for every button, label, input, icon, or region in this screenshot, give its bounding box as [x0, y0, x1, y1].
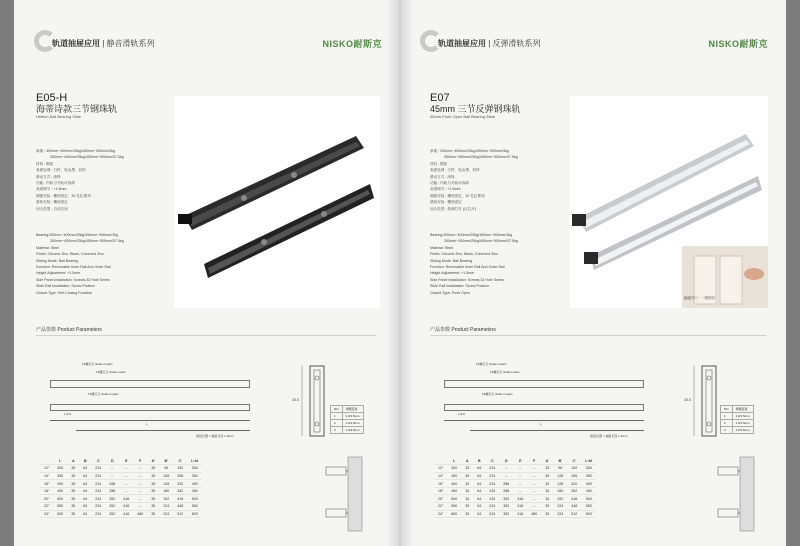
installation-diagram [320, 455, 366, 533]
spec-line: Side Panel Installation: Screws,32 Hole Series [430, 277, 504, 282]
spec-line: 功能 : 内轨与外轨可拆卸 [36, 181, 75, 186]
brand-logo: NISKO耐斯克 [322, 39, 382, 49]
spec-line: Finish: Chrome Zinc, Black, Colorized Zinc [36, 252, 104, 257]
table-row: 12" 300 35 64 224 -- -- -- 35 96 192 300 [434, 465, 596, 473]
specs-cn [36, 148, 124, 212]
section-title: 产品参数 Product Parameters [430, 327, 496, 333]
spec-line: Function: Removable Inner Rail And Outer Rail [36, 265, 111, 270]
model-code: E05-H [36, 92, 68, 104]
silver-rail-image [570, 96, 768, 308]
header-series: 静音滑轨系列 [106, 39, 155, 48]
table-row: 14" 350 35 64 224 -- -- -- 35 128 256 350 [434, 472, 596, 480]
spec-line: Bearing:300mm~400mm/25kg/450mm~500mm/3kg [430, 233, 513, 237]
spec-line: 滑动方式 : 滚珠 [430, 174, 455, 179]
table-row: 16" 400 35 64 224 288 -- -- 35 128 320 400 [40, 480, 202, 488]
divider [430, 335, 766, 336]
product-title: 45mm 三节反弹钢珠轨 [430, 104, 521, 114]
drawing-label: 13螺钉孔 Scale Impact [88, 392, 119, 396]
spec-line: Finish: Chrome Zinc, Black, Colorized Zinc [430, 252, 498, 257]
rail-outline [50, 404, 250, 411]
profile-dimension: 35.5 [292, 398, 299, 402]
spec-line: 承重 : 300mm~400mm/25kg/450mm~500mm/3kg [36, 149, 115, 153]
dimension-table [40, 457, 202, 518]
drawing-label: 旋钮位置 = 抽屉长度 L-5mm [196, 434, 234, 438]
rail-outline [50, 380, 250, 388]
spec-line: 350mm~400mm/25kg/450mm~500mm/37.5kg [50, 239, 124, 244]
header-series: 反弹滑轨系列 [492, 39, 541, 48]
product-title: 海蒂诗款三节钢珠轨 [36, 104, 118, 114]
header-title: 轨道抽屉应用 | 反弹滑轨系列 [438, 39, 541, 48]
specs-en [430, 232, 518, 296]
spec-line: Side Panel Installation: Screws,32 Hole Series [36, 277, 110, 282]
book-gutter [386, 0, 414, 546]
spec-line: 高度调节 : +1.5mm [430, 187, 461, 192]
table-row: 20" 500 35 64 224 352 416 -- 35 192 416 500 [434, 495, 596, 503]
specs-cn [430, 148, 518, 212]
product-photo [174, 96, 380, 308]
product-subtitle: 45mm Push Open Ball Bearing Slide [430, 114, 495, 119]
technical-drawing [36, 360, 266, 440]
table-header-row: L A B C D E F A' B' C' L'±2 [40, 457, 202, 465]
drawing-label: L [146, 422, 148, 426]
product-photo [570, 96, 768, 308]
dimension-line [76, 430, 250, 431]
rail-outline [444, 380, 644, 388]
table-row: 24" 600 35 64 224 352 416 480 35 224 512 600 [434, 510, 596, 518]
spec-line: Material: Steel [430, 245, 453, 250]
drawing-label: 13螺钉孔 Scale Impact [476, 362, 507, 366]
header-category: 轨道抽屉应用 [438, 39, 486, 48]
spec-line: Closed Type: Push Open [430, 290, 470, 295]
drawing-label: L-6.5 [64, 412, 71, 416]
spec-line: 滑轨安装 : 螺丝固定 [36, 200, 68, 205]
spec-line: 闭合类型 : 自动关闭 [36, 206, 68, 211]
spec-line: 材料 : 钢质 [430, 161, 448, 166]
adjustment-table: NO 调整距离 1 1.0/1.5mm 2 1.0/1.5mm 3 1.0/1.5mm [330, 405, 364, 434]
spec-line: Slide Rail Installation: Screw Fixation [36, 284, 95, 289]
spec-line: 滑动方式 : 滚珠 [36, 174, 61, 179]
brand-logo: NISKO耐斯克 [708, 39, 768, 49]
profile-dimension: 35.5 [684, 398, 691, 402]
black-rail-image [174, 96, 380, 308]
left-page [14, 0, 400, 546]
table-row: 14" 350 35 64 224 -- -- -- 35 128 256 350 [40, 472, 202, 480]
drawing-label: 13螺钉孔 Scale Lower [96, 370, 126, 374]
drawing-label: 13螺钉孔 Scale Impact [82, 362, 113, 366]
spec-line: Bearing:300mm~400mm/25kg/450mm~500mm/3kg [36, 233, 119, 237]
dimension-table [434, 457, 596, 518]
header-title: 轨道抽屉应用 | 静音滑轨系列 [52, 39, 155, 48]
table-row: 18" 450 35 64 224 288 -- -- 35 160 352 450 [434, 487, 596, 495]
spec-line: Material: Steel [36, 245, 59, 250]
page-header [420, 30, 768, 54]
spec-line: Slide Rail Installation: Screw Fixation [430, 284, 489, 289]
drawing-label: 13螺钉孔 Scale Impact [482, 392, 513, 396]
drawing-label: L-6.5 [458, 412, 465, 416]
spec-line: 表面处理 : 白样、电泳黑、彩锌 [36, 168, 86, 173]
spec-line: 功能 : 内轨与外轨可拆卸 [430, 181, 469, 186]
spec-line: 闭合类型 : 按弹打开 (反拉开) [430, 206, 476, 211]
spec-line: 350mm~400mm/25kg/450mm~500mm/37.5kg [50, 155, 124, 160]
spec-line: Height Adjustment: +1.5mm [36, 271, 81, 276]
spec-line: 滑轨安装 : 螺丝固定 [430, 200, 462, 205]
table-row: 16" 400 35 64 224 288 -- -- 35 128 320 400 [434, 480, 596, 488]
spec-line: Height Adjustment: +1.5mm [430, 271, 475, 276]
spec-line: 高度调节 : +1.5mm [36, 187, 67, 192]
page-header [34, 30, 382, 54]
spec-line: 侧板安装 : 螺丝固定、32 孔位系列 [430, 193, 485, 198]
header-category: 轨道抽屉应用 [52, 39, 100, 48]
divider [36, 335, 376, 336]
specs-en [36, 232, 124, 296]
section-title: 产品参数 Product Parameters [36, 327, 102, 333]
spec-line: 侧板安装 : 螺丝固定、32 孔位系列 [36, 193, 91, 198]
drawing-label: L [540, 422, 542, 426]
spec-line: Closed Type: Self-Closing Function [36, 290, 93, 295]
dimension-line [444, 420, 644, 421]
model-code: E07 [430, 92, 450, 104]
drawing-label: 旋钮位置 = 抽屉长度 L-5mm [590, 434, 628, 438]
dimension-line [50, 420, 250, 421]
table-row: 12" 300 35 64 224 -- -- -- 35 96 192 300 [40, 465, 202, 473]
spec-line: Sliding Mode: Ball Bearing [36, 258, 79, 263]
adjustment-table: NO 调整距离 1 1.0/1.5mm 2 1.0/1.5mm 3 1.0/1.5mm [720, 405, 754, 434]
rail-outline [444, 404, 644, 411]
spec-line: Sliding Mode: Ball Bearing [430, 258, 473, 263]
table-row: 24" 600 35 64 224 352 416 480 35 224 512 600 [40, 510, 202, 518]
spec-line: Function: Removable Inner Rail And Outer Rail [430, 265, 505, 270]
spec-line: 材料 : 钢质 [36, 161, 54, 166]
table-row: 22" 550 35 64 224 352 416 -- 35 224 448 550 [40, 503, 202, 511]
table-row: 20" 500 35 64 224 352 416 -- 35 192 416 500 [40, 495, 202, 503]
spec-line: 承重 : 300mm~400mm/25kg/450mm~500mm/3kg [430, 149, 509, 153]
installation-diagram [712, 455, 758, 533]
spec-line: 表面处理 : 白样、电泳黑、彩锌 [430, 168, 480, 173]
product-subtitle: Hettich Ball Bearing Slide [36, 114, 82, 119]
table-row: 18" 450 35 64 224 288 -- -- 35 160 352 450 [40, 487, 202, 495]
table-row: 22" 550 35 64 224 352 416 -- 35 224 448 550 [434, 503, 596, 511]
spec-line: 350mm~400mm/25kg/450mm~500mm/37.5kg [444, 155, 518, 160]
spec-line: 350mm~400mm/25kg/450mm~500mm/37.5kg [444, 239, 518, 244]
photo-caption: 触碰开门 · 一按即开 [684, 296, 716, 300]
catalog-spread [14, 0, 786, 546]
drawing-label: 13螺钉孔 Scale Lower [490, 370, 520, 374]
dimension-line [470, 430, 644, 431]
technical-drawing [430, 360, 660, 440]
table-header-row: L A B C D E F A' B' C' L'±2 [434, 457, 596, 465]
right-page [400, 0, 786, 546]
